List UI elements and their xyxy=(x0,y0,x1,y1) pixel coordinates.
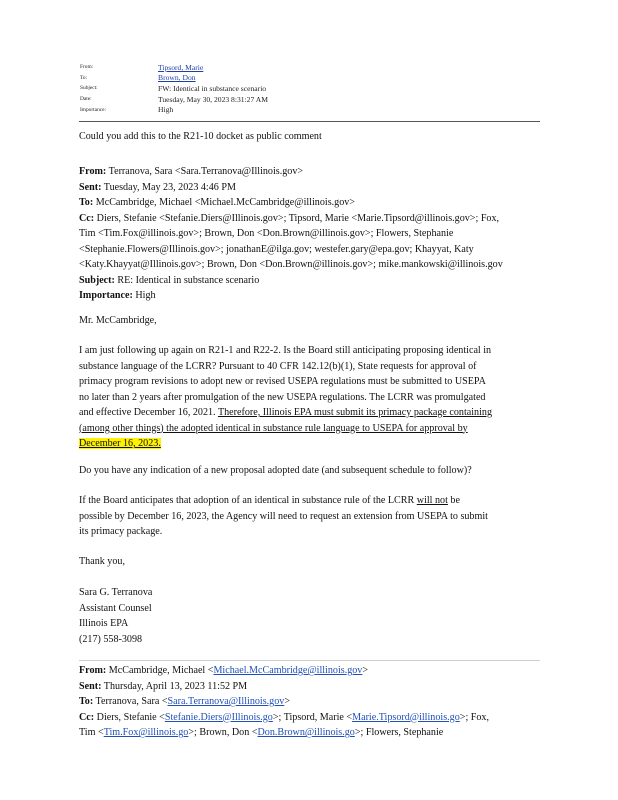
signature-title: Assistant Counsel xyxy=(79,602,152,614)
signature-name: Sara G. Terranova xyxy=(79,587,153,598)
email1-subject-label: Subject: xyxy=(79,274,115,286)
email1-importance-value: High xyxy=(132,290,156,301)
header-importance-label: Importance: xyxy=(80,106,107,113)
email2-cc4-email-link[interactable]: Don.Brown@illinois.go xyxy=(257,727,355,738)
header-subject-value: FW: Identical in substance scenario xyxy=(158,83,267,93)
header-importance-value: High xyxy=(158,105,174,115)
email2-from-email-link[interactable]: Michael.McCambridge@illinois.gov xyxy=(213,665,363,676)
header-from-label: From: xyxy=(80,64,94,71)
para3-line2: possible by December 16, 2023, the Agency will need to request an extension from USEPA to submit xyxy=(79,510,488,522)
para1-line5-a: and effective December 16, 2021. xyxy=(79,407,218,418)
para1-line6-underlined: (among other things) the adopted identical in substance rule language to USEPA for approval by xyxy=(79,422,468,434)
email2-cc1-email-link[interactable]: Stefanie.Diers@Illinois.go xyxy=(164,711,273,723)
header-date-value: Tuesday, May 30, 2023 8:31:27 AM xyxy=(158,94,268,104)
para3-line1-a: If the Board anticipates that adoption of an identical in substance rule of the LCRR xyxy=(79,495,417,506)
email2-cc1-name: Diers, Stefanie < xyxy=(94,711,165,723)
email2-from-end: > xyxy=(362,665,369,676)
email1-to-label: To: xyxy=(79,197,94,208)
email2-cc1-end: >; Tipsord, Marie < xyxy=(272,711,353,723)
header-date-row xyxy=(80,94,540,105)
header-to-link[interactable]: Brown, Don xyxy=(158,73,196,83)
email2-cc3-end: >; Brown, Don < xyxy=(188,727,258,738)
para1-line5-underlined: Therefore, Illinois EPA must submit its primacy package containing xyxy=(217,407,493,418)
email1-paragraph1 xyxy=(79,343,549,452)
para1-line6 xyxy=(79,421,549,437)
email1-signature xyxy=(79,585,549,647)
para1-line1: I am just following up again on R21-1 and R22-2. Is the Board still anticipating proposing identical in xyxy=(79,345,492,356)
email1-sent xyxy=(79,180,549,196)
email2-sent-value: Thursday, April 13, 2023 11:52 PM xyxy=(101,680,248,692)
para1-line5 xyxy=(79,405,549,421)
header-date-label: Date: xyxy=(80,96,92,103)
email2-cc-line2 xyxy=(79,725,549,741)
email1-cc xyxy=(79,211,549,227)
header-importance-row xyxy=(80,104,540,115)
header-to-row xyxy=(80,73,540,84)
header-from-link[interactable]: Tipsord, Marie xyxy=(158,62,204,72)
email2-cc3-name: Tim < xyxy=(79,727,104,738)
para3-line3: its primacy package. xyxy=(79,526,163,537)
header-subject-row xyxy=(80,83,540,94)
deadline-highlight: December 16, 2023. xyxy=(79,438,161,449)
email1-paragraph2 xyxy=(79,463,549,479)
email1-cc-label: Cc: xyxy=(79,212,95,224)
email1-greeting xyxy=(79,313,549,329)
email2-to-email-link[interactable]: Sara.Terranova@Illinois.gov xyxy=(167,696,285,707)
para3-line1 xyxy=(79,493,549,509)
email2-to xyxy=(79,694,549,710)
email2-sent-label: Sent: xyxy=(79,680,102,692)
signature-phone: (217) 558-3098 xyxy=(79,633,143,645)
email1-subject-value: RE: Identical in substance scenario xyxy=(114,274,260,286)
email1-paragraph3 xyxy=(79,493,549,540)
email1-from xyxy=(79,164,549,180)
email1-sent-label: Sent: xyxy=(79,181,102,193)
email1-cc-line4: <Katy.Khayyat@Illinois.gov>; Brown, Don <Don.Brown@illinois.gov>; mike.mankowski@illinois.gov xyxy=(79,259,503,270)
email2-headers xyxy=(79,663,549,741)
email1-subject xyxy=(79,273,549,289)
email1-headers xyxy=(79,164,549,304)
email1-from-label: From: xyxy=(79,166,107,177)
para1-line2: substance language of the LCRR? Pursuant to 40 CFR 142.12(b)(1), State requests for approval of xyxy=(79,360,477,372)
para1-line4: no later than 2 years after promulgation of the new USEPA regulations. The LCRR was promulgated xyxy=(79,391,486,403)
email2-from xyxy=(79,663,549,679)
email1-sent-value: Tuesday, May 23, 2023 4:46 PM xyxy=(101,181,236,193)
para1-line7 xyxy=(79,436,549,452)
email1-importance xyxy=(79,288,549,304)
email2-cc2-end: >; Fox, xyxy=(459,711,490,723)
header-divider xyxy=(79,121,540,122)
email2-cc4-end: >; Flowers, Stephanie xyxy=(354,727,444,738)
para2-line: Do you have any indication of a new proposal adopted date (and subsequent schedule to follow)? xyxy=(79,465,472,476)
para3-line1-c: be xyxy=(447,495,460,506)
header-from-row xyxy=(80,62,540,73)
para1-line3: primacy program revisions to adopt new or revised USEPA regulations must be submitted to USEPA xyxy=(79,376,486,387)
email1-cc-line1: Diers, Stefanie <Stefanie.Diers@Illinois.gov>; Tipsord, Marie <Marie.Tipsord@illinois.gov>; Fox, xyxy=(94,212,500,224)
email2-to-label: To: xyxy=(79,696,94,707)
email2-from-label: From: xyxy=(79,665,107,676)
header-to-label: To: xyxy=(80,74,88,81)
email2-cc2-email-link[interactable]: Marie.Tipsord@illinois.go xyxy=(352,711,460,723)
email1-cc-line3: <Stephanie.Flowers@Illinois.gov>; jonathanE@ilga.gov; westefer.gary@epa.gov; Khayyat, Katy xyxy=(79,243,474,255)
email1-closing xyxy=(79,554,549,570)
email2-from-name: McCambridge, Michael < xyxy=(106,665,214,676)
email1-from-value: Terranova, Sara <Sara.Terranova@Illinois.gov> xyxy=(106,166,304,177)
email1-importance-label: Importance: xyxy=(79,290,133,301)
email1-to-value: McCambridge, Michael <Michael.McCambridge@illinois.gov> xyxy=(93,197,355,208)
email1-to xyxy=(79,195,549,211)
greeting-line: Mr. McCambridge, xyxy=(79,315,157,326)
signature-org: Illinois EPA xyxy=(79,618,129,629)
email2-cc xyxy=(79,710,549,726)
email1-cc-line2: Tim <Tim.Fox@illinois.gov>; Brown, Don <Don.Brown@illinois.gov>; Flowers, Stephanie xyxy=(79,228,454,239)
email-separator xyxy=(79,660,540,661)
intro-text xyxy=(79,129,549,145)
email2-to-name: Terranova, Sara < xyxy=(93,696,168,707)
closing-line: Thank you, xyxy=(79,556,125,567)
email2-sent xyxy=(79,679,549,695)
email2-cc3-email-link[interactable]: Tim.Fox@illinois.go xyxy=(103,727,189,738)
header-subject-label: Subject: xyxy=(80,85,98,92)
para3-will-not: will not xyxy=(416,495,448,506)
email2-to-end: > xyxy=(284,696,291,707)
email-header xyxy=(80,62,540,115)
intro-line: Could you add this to the R21-10 docket as public comment xyxy=(79,131,322,142)
email2-cc-label: Cc: xyxy=(79,711,95,723)
